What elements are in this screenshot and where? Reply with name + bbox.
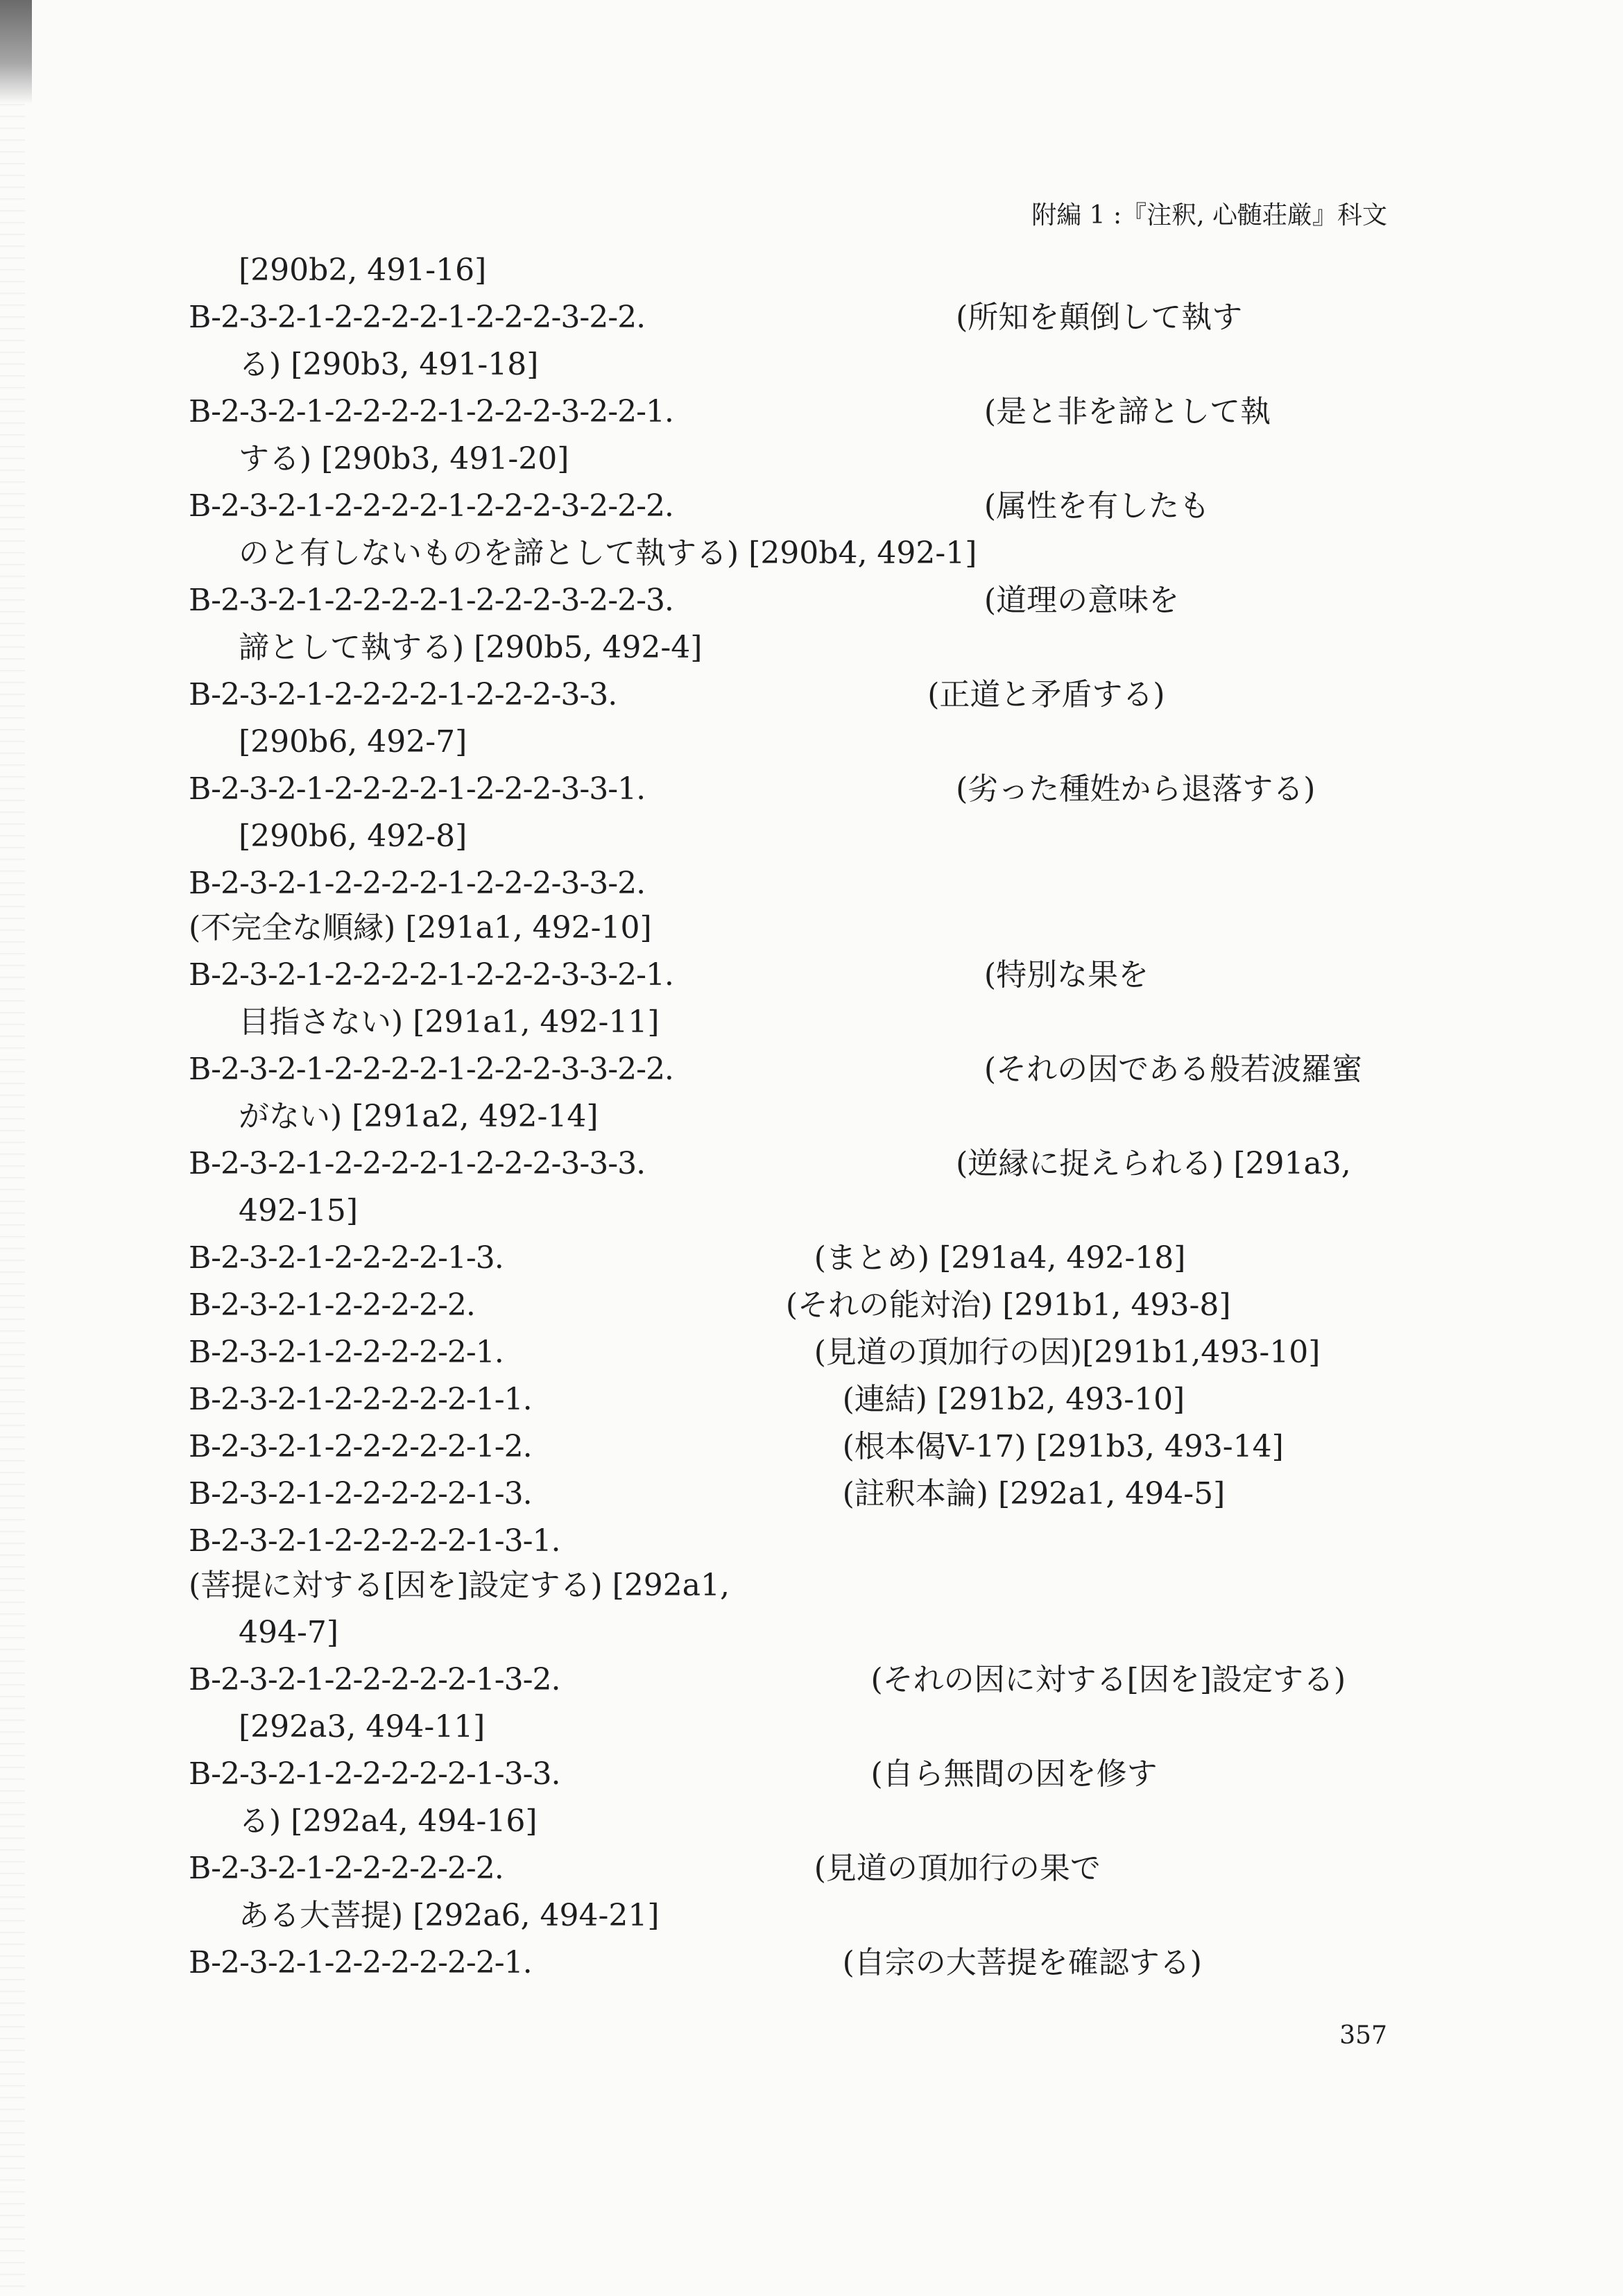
entry-number: B-2-3-2-1-2-2-2-2-2-2. — [189, 1851, 504, 1886]
tibetan-heading — [655, 885, 946, 886]
entry-number: B-2-3-2-1-2-2-2-2-2-1-2. — [189, 1429, 532, 1464]
outline-entry — [189, 1472, 1396, 1516]
japanese-gloss: (見道の頂加行の果で — [814, 1851, 1101, 1886]
japanese-gloss: (是と非を諦として執 — [984, 394, 1271, 429]
outline-entry — [189, 767, 1396, 812]
outline-entry — [189, 579, 1396, 623]
entry-number: B-2-3-2-1-2-2-2-2-1-2-2-2-3-3-2-2. — [189, 1052, 673, 1087]
japanese-gloss: (逆縁に捉えられる) [291a3, — [956, 1146, 1351, 1181]
entry-number: B-2-3-2-1-2-2-2-2-1-2-2-2-3-2-2-3. — [189, 583, 673, 618]
entry-number: B-2-3-2-1-2-2-2-2-2-1-3-2. — [189, 1662, 560, 1697]
entry-number: B-2-3-2-1-2-2-2-2-1-3. — [189, 1240, 504, 1276]
entry-continuation: る) [292a4, 494-16] — [239, 1804, 538, 1839]
entry-continuation: [290b6, 492-7] — [239, 724, 467, 760]
outline-entry — [189, 390, 1396, 434]
tibetan-heading — [542, 1401, 833, 1402]
entry-number: B-2-3-2-1-2-2-2-2-2-1-3-3. — [189, 1756, 560, 1792]
entry-continuation: する) [290b3, 491-20] — [239, 441, 569, 477]
tibetan-heading — [626, 696, 918, 697]
entry-continuation: がない) [291a2, 492-14] — [239, 1099, 599, 1134]
entry-continuation: 目指さない) [291a1, 492-11] — [239, 1004, 660, 1040]
outline-entry — [189, 295, 1396, 340]
tibetan-heading — [683, 1071, 974, 1072]
japanese-gloss: (自宗の大菩提を確認する) — [842, 1945, 1202, 1980]
japanese-gloss: (それの能対治) [291b1, 493-8] — [785, 1287, 1231, 1323]
scan-gutter-shadow — [0, 104, 25, 2296]
entry-number: B-2-3-2-1-2-2-2-2-2-1-1. — [189, 1382, 532, 1417]
japanese-gloss: (特別な果を — [984, 957, 1149, 993]
japanese-gloss: (所知を顛倒して執す — [956, 300, 1243, 335]
outline-entries — [189, 248, 1396, 1988]
japanese-gloss: (劣った種姓から退落する) — [956, 771, 1316, 807]
entry-number: B-2-3-2-1-2-2-2-2-2-1-3-1. — [189, 1523, 560, 1559]
japanese-gloss: (正道と矛盾する) — [927, 677, 1165, 712]
outline-entry — [189, 1752, 1396, 1797]
outline-entry — [189, 1283, 1396, 1328]
japanese-gloss: (まとめ) [291a4, 492-18] — [814, 1240, 1186, 1276]
scan-edge-mark — [0, 0, 32, 104]
entry-continuation: のと有しないものを諦として執する) [290b4, 492-1] — [239, 536, 977, 571]
outline-entry — [189, 1425, 1396, 1469]
tibetan-heading — [542, 1448, 833, 1449]
japanese-gloss: (それの因である般若波羅蜜 — [984, 1052, 1363, 1087]
tibetan-heading — [513, 1354, 805, 1355]
entry-continuation: 494-7] — [239, 1615, 339, 1650]
japanese-gloss: (自ら無間の因を修す — [870, 1756, 1158, 1792]
entry-continuation: [292a3, 494-11] — [239, 1709, 486, 1745]
entry-number: B-2-3-2-1-2-2-2-2-1-2-2-2-3-3-2. — [189, 866, 646, 901]
tibetan-heading — [655, 1165, 946, 1166]
entry-continuation: 諦として執する) [290b5, 492-4] — [239, 630, 703, 665]
running-head: 附編 1 :『注釈, 心髄荘厳』科文 — [1031, 201, 1387, 230]
japanese-gloss: (不完全な順縁) [291a1, 492-10] — [189, 910, 652, 945]
tibetan-heading — [655, 319, 946, 320]
entry-number: B-2-3-2-1-2-2-2-2-2. — [189, 1287, 475, 1323]
entry-number: B-2-3-2-1-2-2-2-2-1-2-2-2-3-3-3. — [189, 1146, 646, 1181]
page-number: 357 — [1339, 2021, 1387, 2050]
tibetan-heading — [683, 413, 974, 414]
outline-entry — [189, 862, 1396, 950]
outline-entry — [189, 673, 1396, 717]
entry-number: B-2-3-2-1-2-2-2-2-1-2-2-2-3-3-2-1. — [189, 957, 673, 993]
lead-reference: [290b2, 491-16] — [239, 252, 487, 288]
entry-number: B-2-3-2-1-2-2-2-2-1-2-2-2-3-3. — [189, 677, 617, 712]
outline-entry — [189, 484, 1396, 529]
entry-continuation: る) [290b3, 491-18] — [239, 347, 539, 382]
outline-entry — [189, 1047, 1396, 1092]
tibetan-heading — [683, 602, 974, 603]
tibetan-heading — [542, 1964, 833, 1965]
japanese-gloss: (見道の頂加行の因)[291b1,493-10] — [814, 1335, 1321, 1370]
outline-entry — [189, 1941, 1396, 1985]
entry-continuation: [290b6, 492-8] — [239, 819, 467, 854]
tibetan-heading — [485, 1307, 776, 1308]
japanese-gloss: (属性を有したも — [984, 488, 1210, 524]
entry-number: B-2-3-2-1-2-2-2-2-1-2-2-2-3-2-2-1. — [189, 394, 673, 429]
outline-entry — [189, 1519, 1396, 1608]
entry-number: B-2-3-2-1-2-2-2-2-2-2-1. — [189, 1945, 532, 1980]
outline-entry — [189, 1330, 1396, 1375]
outline-entry — [189, 1658, 1396, 1702]
japanese-gloss: (根本偈V-17) [291b3, 493-14] — [842, 1429, 1284, 1464]
entry-number: B-2-3-2-1-2-2-2-2-1-2-2-2-3-2-2-2. — [189, 488, 673, 524]
entry-continuation: ある大菩提) [292a6, 494-21] — [239, 1898, 660, 1933]
japanese-gloss: (註釈本論) [292a1, 494-5] — [842, 1476, 1226, 1511]
outline-entry — [189, 1142, 1396, 1186]
outline-entry — [189, 1378, 1396, 1422]
tibetan-heading — [569, 1681, 861, 1682]
outline-entry — [189, 1847, 1396, 1891]
japanese-gloss: (それの因に対する[因を]設定する) — [870, 1662, 1346, 1697]
japanese-gloss: (連結) [291b2, 493-10] — [842, 1382, 1185, 1417]
entry-number: B-2-3-2-1-2-2-2-2-2-1. — [189, 1335, 504, 1370]
entry-number: B-2-3-2-1-2-2-2-2-1-2-2-2-3-2-2. — [189, 300, 646, 335]
japanese-gloss: (道理の意味を — [984, 583, 1180, 618]
japanese-gloss: (菩提に対する[因を]設定する) [292a1, — [189, 1568, 730, 1603]
outline-entry — [189, 953, 1396, 997]
outline-entry — [189, 1236, 1396, 1280]
entry-number: B-2-3-2-1-2-2-2-2-2-1-3. — [189, 1476, 532, 1511]
entry-number: B-2-3-2-1-2-2-2-2-1-2-2-2-3-3-1. — [189, 771, 646, 807]
entry-continuation: 492-15] — [239, 1193, 359, 1228]
tibetan-heading — [513, 1870, 805, 1871]
